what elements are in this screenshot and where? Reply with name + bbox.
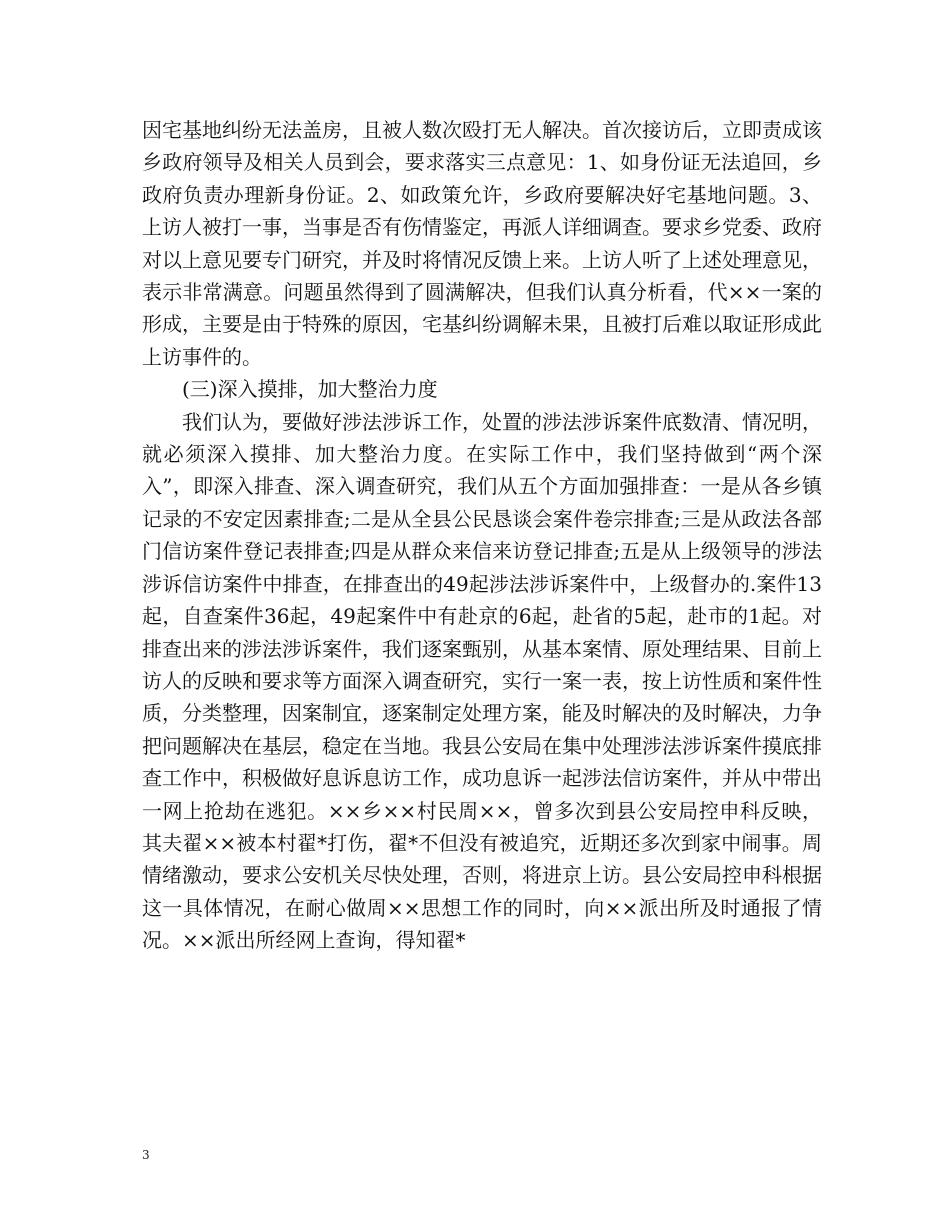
section-heading-investigation: (三)深入摸排，加大整治力度: [182, 377, 438, 402]
page-number: 3: [142, 1148, 150, 1162]
document-body: [142, 114, 822, 957]
paragraph-case-resolution: 因宅基地纠纷无法盖房，且被人数次殴打无人解决。首次接访后，立即责成该乡政府领导及相关人员到会，要求落实三点意见：1、如身份证无法追回，乡政府负责办理新身份证。2、如政策允许，乡政府要解决好宅基地问题。3、上访人被打一事，当事是否有伤情鉴定，再派人详细调查。要求乡党委、政府对以上意见要专门研究，并及时将情况反馈上来。上访人听了上述处理意见，表示非常满意。问题虽然得到了圆满解决，但我们认真分析看，代××一案的形成，主要是由于特殊的原因，宅基纠纷调解未果，且被打后难以取证形成此上访事件的。: [142, 118, 822, 369]
paragraph-investigation-details: 我们认为，要做好涉法涉诉工作，处置的涉法涉诉案件底数清、情况明，就必须深入摸排、加大整治力度。在实际工作中，我们坚持做到“两个深入”，即深入排查、深入调查研究，我们从五个方面加强排查：一是从各乡镇记录的不安定因素排查;二是从全县公民恳谈会案件卷宗排查;三是从政法各部门信访案件登记表排查;四是从群众来信来访登记排查;五是从上级领导的涉法涉诉信访案件中排查，在排查出的49起涉法涉诉案件中，上级督办的.案件13起，自查案件36起，49起案件中有赴京的6起，赴省的5起，赴市的1起。对排查出来的涉法涉诉案件，我们逐案甄别，从基本案情、原处理结果、目前上访人的反映和要求等方面深入调查研究，实行一案一表，按上访性质和案件性质，分类整理，因案制宜，逐案制定处理方案，能及时解决的及时解决，力争把问题解决在基层，稳定在当地。我县公安局在集中处理涉法涉诉案件摸底排查工作中，积极做好息诉息访工作，成功息诉一起涉法信访案件，并从中带出一网上抢劫在逃犯。××乡××村民周××，曾多次到县公安局控申科反映，其夫翟××被本村翟*打伤，翟*不但没有被追究，近期还多次到家中闹事。周情绪激动，要求公安机关尽快处理，否则，将进京上访。县公安局控申科根据这一具体情况，在耐心做周××思想工作的同时，向××派出所及时通报了情况。××派出所经网上查询，得知翟*: [142, 409, 822, 953]
